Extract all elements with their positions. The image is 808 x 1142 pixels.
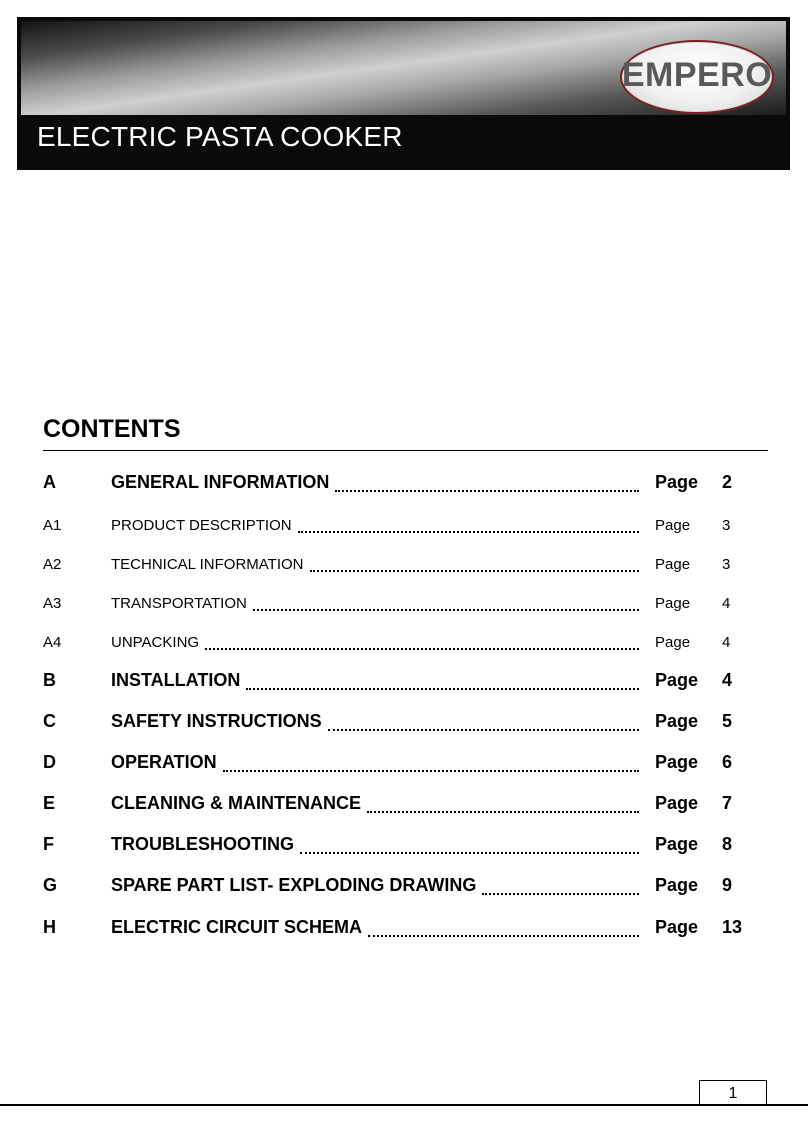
toc-entry — [43, 831, 748, 857]
toc-entry-leader-dots — [246, 687, 639, 690]
toc-entry-page-label: Page — [655, 917, 699, 937]
toc-entry-page-label: Page — [655, 556, 691, 573]
toc-entry-page-number: 4 — [722, 670, 733, 690]
toc-entry-letter: H — [43, 917, 56, 937]
toc-entry-title: GENERAL INFORMATION — [111, 472, 330, 492]
toc-entry-title: UNPACKING — [111, 634, 200, 651]
toc-entry-page-number: 9 — [722, 875, 733, 895]
toc-entry-title: ELECTRIC CIRCUIT SCHEMA — [111, 917, 362, 937]
toc-entry — [43, 667, 748, 693]
toc-entry-page-label: Page — [655, 634, 691, 651]
toc-entry — [43, 872, 748, 898]
toc-entry-title: OPERATION — [111, 752, 217, 772]
toc-entry-page-number: 3 — [722, 556, 731, 573]
empero-logo — [620, 40, 780, 116]
toc-entry — [43, 469, 748, 495]
toc-entry — [43, 708, 748, 734]
toc-entry-letter: A4 — [43, 634, 62, 651]
toc-entry-letter: A3 — [43, 595, 62, 612]
toc-entry-page-label: Page — [655, 711, 699, 731]
toc-entry-letter: E — [43, 793, 56, 813]
toc-entry-title: TRANSPORTATION — [111, 595, 247, 612]
toc-entry-letter: D — [43, 752, 56, 772]
toc-entry-leader-dots — [367, 810, 639, 813]
toc-entry-leader-dots — [368, 934, 639, 937]
toc-entry-page-label: Page — [655, 834, 699, 854]
toc-entry-page-label: Page — [655, 752, 699, 772]
document-title: ELECTRIC PASTA COOKER — [37, 121, 403, 152]
toc-entry-letter: B — [43, 670, 56, 690]
toc-entry-letter: F — [43, 834, 54, 854]
toc-entry-page-number: 3 — [722, 517, 731, 534]
logo-text: EMPERO — [621, 56, 773, 94]
toc-entry-leader-dots — [335, 489, 639, 492]
footer-rule — [0, 1104, 808, 1106]
toc-entry-page-number: 6 — [722, 752, 733, 772]
toc-entry-page-label: Page — [655, 517, 691, 534]
toc-entry-page-label: Page — [655, 793, 699, 813]
toc-entry-letter: A — [43, 472, 56, 492]
toc-entry — [43, 749, 748, 775]
toc-entry-letter: A2 — [43, 556, 62, 573]
toc-entry-title: SAFETY INSTRUCTIONS — [111, 711, 322, 731]
toc-entry-page-label: Page — [655, 595, 691, 612]
toc-entry-page-label: Page — [655, 472, 699, 492]
toc-entry-title: CLEANING & MAINTENANCE — [111, 793, 361, 813]
toc-entry — [43, 914, 748, 940]
toc-entry-page-number: 5 — [722, 711, 733, 731]
toc-entry-title: PRODUCT DESCRIPTION — [111, 517, 292, 534]
toc-entry-leader-dots — [298, 530, 639, 533]
toc-entry — [43, 510, 748, 536]
toc-entry-leader-dots — [223, 769, 639, 772]
toc-entry-page-label: Page — [655, 670, 699, 690]
toc-entry-leader-dots — [300, 851, 639, 854]
toc-entry-letter: G — [43, 875, 58, 895]
toc-entry-page-number: 2 — [722, 472, 733, 492]
toc-entry — [43, 627, 748, 653]
toc-entry — [43, 790, 748, 816]
toc-entry-leader-dots — [328, 728, 639, 731]
toc-entry-title: SPARE PART LIST- EXPLODING DRAWING — [111, 875, 477, 895]
toc-entry-page-number: 13 — [722, 917, 743, 937]
toc-entry-page-number: 4 — [722, 595, 731, 612]
page-number: 1 — [699, 1080, 767, 1105]
toc-entry — [43, 588, 748, 614]
toc-entry-letter: A1 — [43, 517, 62, 534]
toc-entry-title: TECHNICAL INFORMATION — [111, 556, 304, 573]
header-bar — [17, 17, 790, 170]
toc-entry-letter: C — [43, 711, 56, 731]
toc-entry-leader-dots — [482, 892, 639, 895]
toc-entry — [43, 549, 748, 575]
toc-entry-leader-dots — [253, 608, 639, 611]
toc-entry-leader-dots — [310, 569, 639, 572]
contents-divider — [43, 450, 768, 451]
toc-entry-title: INSTALLATION — [111, 670, 241, 690]
toc-entry-page-label: Page — [655, 875, 699, 895]
toc-entry-title: TROUBLESHOOTING — [111, 834, 294, 854]
toc-entry-page-number: 4 — [722, 634, 731, 651]
toc-entry-leader-dots — [205, 647, 639, 650]
toc-entry-page-number: 8 — [722, 834, 733, 854]
toc-entry-page-number: 7 — [722, 793, 733, 813]
contents-heading: CONTENTS — [43, 415, 181, 443]
